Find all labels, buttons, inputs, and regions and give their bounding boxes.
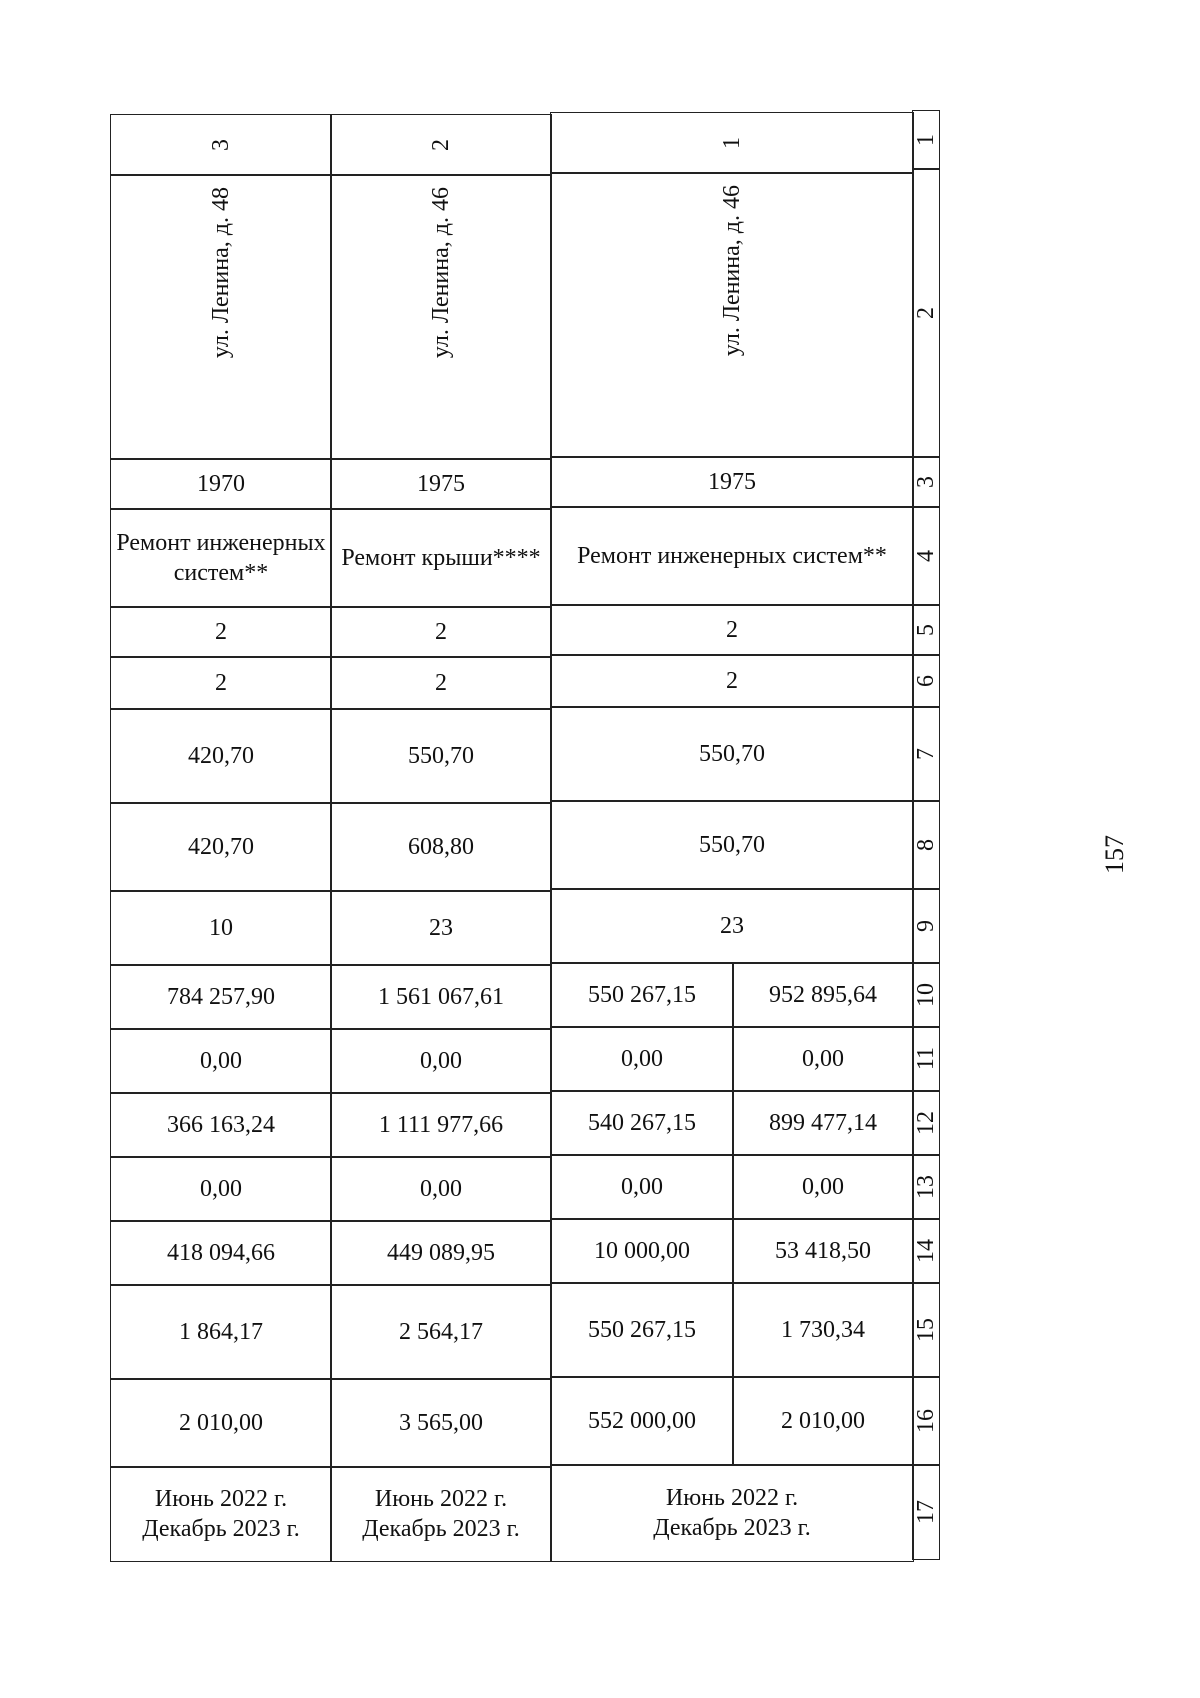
work-type: Ремонт инженерных систем** xyxy=(550,506,914,606)
field-16-b: 2 010,00 xyxy=(732,1376,914,1466)
field-14: 449 089,95 xyxy=(330,1220,552,1286)
field-5: 2 xyxy=(110,606,332,658)
col-num-14: 14 xyxy=(912,1218,940,1284)
field-13: 0,00 xyxy=(330,1156,552,1222)
field-11-a: 0,00 xyxy=(550,1026,734,1092)
field-8: 608,80 xyxy=(330,802,552,892)
col-num-7: 7 xyxy=(912,706,940,802)
field-16: 3 565,00 xyxy=(330,1378,552,1468)
period xyxy=(330,1466,552,1562)
field-10-b: 952 895,64 xyxy=(732,962,914,1028)
col-num-2: 2 xyxy=(912,168,940,458)
period xyxy=(110,1466,332,1562)
build-year: 1975 xyxy=(550,456,914,508)
col-num-1: 1 xyxy=(912,110,940,170)
field-14-b: 53 418,50 xyxy=(732,1218,914,1284)
period-start: Июнь 2022 г. xyxy=(154,1486,288,1512)
field-8: 550,70 xyxy=(550,800,914,890)
build-year: 1970 xyxy=(110,458,332,510)
address: ул. Ленина, д. 46 xyxy=(330,174,552,460)
address: ул. Ленина, д. 48 xyxy=(110,174,332,460)
field-14: 418 094,66 xyxy=(110,1220,332,1286)
field-12-b: 899 477,14 xyxy=(732,1090,914,1156)
field-10: 1 561 067,61 xyxy=(330,964,552,1030)
col-num-11: 11 xyxy=(912,1026,940,1092)
field-16-a: 552 000,00 xyxy=(550,1376,734,1466)
field-7: 550,70 xyxy=(550,706,914,802)
col-num-10: 10 xyxy=(912,962,940,1028)
record-number: 3 xyxy=(110,114,332,176)
field-5: 2 xyxy=(330,606,552,658)
field-10: 784 257,90 xyxy=(110,964,332,1030)
work-type: Ремонт инженерных систем** xyxy=(110,508,332,608)
col-num-17: 17 xyxy=(912,1464,940,1560)
period-end: Декабрь 2023 г. xyxy=(142,1516,300,1542)
col-num-3: 3 xyxy=(912,456,940,508)
field-5: 2 xyxy=(550,604,914,656)
period-end: Декабрь 2023 г. xyxy=(362,1516,520,1542)
field-13: 0,00 xyxy=(110,1156,332,1222)
field-16: 2 010,00 xyxy=(110,1378,332,1468)
field-12: 366 163,24 xyxy=(110,1092,332,1158)
period-start: Июнь 2022 г. xyxy=(374,1486,508,1512)
field-7: 420,70 xyxy=(110,708,332,804)
field-8: 420,70 xyxy=(110,802,332,892)
page-number: 157 xyxy=(1100,835,1129,874)
field-14-a: 10 000,00 xyxy=(550,1218,734,1284)
record-number: 2 xyxy=(330,114,552,176)
col-num-8: 8 xyxy=(912,800,940,890)
field-13-b: 0,00 xyxy=(732,1154,914,1220)
field-7: 550,70 xyxy=(330,708,552,804)
col-num-9: 9 xyxy=(912,888,940,964)
col-num-5: 5 xyxy=(912,604,940,656)
col-num-12: 12 xyxy=(912,1090,940,1156)
field-12-a: 540 267,15 xyxy=(550,1090,734,1156)
field-13-a: 0,00 xyxy=(550,1154,734,1220)
col-num-15: 15 xyxy=(912,1282,940,1378)
field-15-a: 550 267,15 xyxy=(550,1282,734,1378)
field-9: 23 xyxy=(550,888,914,964)
period xyxy=(550,1464,914,1562)
period-end: Декабрь 2023 г. xyxy=(653,1515,811,1541)
field-10-a: 550 267,15 xyxy=(550,962,734,1028)
field-6: 2 xyxy=(330,656,552,710)
field-9: 23 xyxy=(330,890,552,966)
address: ул. Ленина, д. 46 xyxy=(550,172,914,458)
field-15-b: 1 730,34 xyxy=(732,1282,914,1378)
period-start: Июнь 2022 г. xyxy=(665,1485,799,1511)
field-11: 0,00 xyxy=(330,1028,552,1094)
col-num-6: 6 xyxy=(912,654,940,708)
field-6: 2 xyxy=(550,654,914,708)
field-9: 10 xyxy=(110,890,332,966)
field-6: 2 xyxy=(110,656,332,710)
build-year: 1975 xyxy=(330,458,552,510)
field-15: 2 564,17 xyxy=(330,1284,552,1380)
col-num-4: 4 xyxy=(912,506,940,606)
field-11-b: 0,00 xyxy=(732,1026,914,1092)
work-type: Ремонт крыши**** xyxy=(330,508,552,608)
col-num-13: 13 xyxy=(912,1154,940,1220)
col-num-16: 16 xyxy=(912,1376,940,1466)
record-number: 1 xyxy=(550,112,914,174)
field-12: 1 111 977,66 xyxy=(330,1092,552,1158)
field-15: 1 864,17 xyxy=(110,1284,332,1380)
field-11: 0,00 xyxy=(110,1028,332,1094)
